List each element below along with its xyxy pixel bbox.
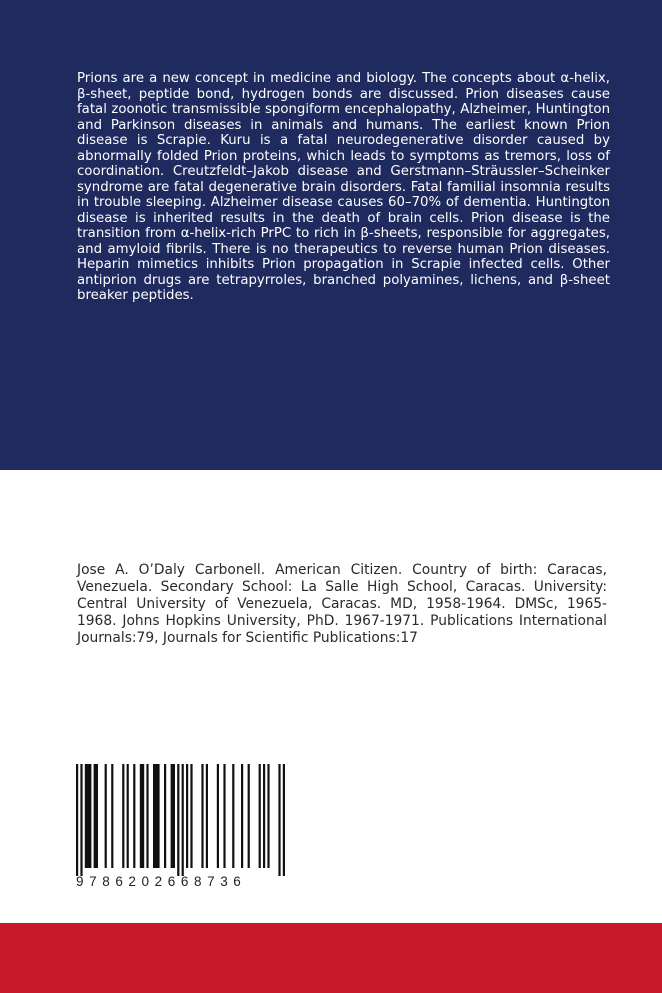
barcode-bar (127, 764, 129, 868)
barcode-bar (182, 764, 184, 876)
barcode-bar (164, 764, 166, 868)
book-abstract: Prions are a new concept in medicine and biology. The concepts about α-helix, β-sheet, peptide bond, hydrogen bonds are discussed. Prion diseases cause fatal zoonotic transmissible spongiform encephalopathy, Alzheimer, Huntington and Parkinson diseases in animals and humans. The earliest known Prion disease is Scrapie. Kuru is a fatal neurodegenerative disorder caused by abnormally folded Prion proteins, which leads to symptoms as tremors, loss of coordination. Creutzfeldt–Jakob disease and Gerstmann–Sträussler–Scheinker syndrome are fatal degenerative brain disorders. Fatal familial insomnia results in trouble sleeping. Alzheimer disease causes 60–70% of dementia. Huntington disease is inherited results in the death of brain cells. Prion disease is the transition from α-helix-rich PrPC to rich in β-sheets, responsible for aggregates, and amyloid fibrils. There is no therapeutics to reverse human Prion diseases. Heparin mimetics inhibits Prion propagation in Scrapie infected cells. Other antiprion drugs are tetrapyrroles, branched polyamines, lichens, and β-sheet breaker peptides. (77, 71, 610, 303)
barcode-bar (278, 764, 280, 876)
barcode-bar (146, 764, 148, 868)
barcode-bar (223, 764, 225, 868)
barcode-bar (140, 764, 144, 868)
barcode-bar (232, 764, 234, 868)
barcode-bar (177, 764, 179, 876)
barcode-bar (201, 764, 203, 868)
barcode-bar (76, 764, 78, 876)
barcode-bar (241, 764, 243, 868)
barcode-bar (171, 764, 175, 868)
barcode-bar (283, 764, 285, 876)
isbn-barcode (76, 764, 290, 894)
barcode-bar (248, 764, 250, 868)
barcode-bar (263, 764, 265, 868)
cover-top-panel (0, 0, 662, 470)
barcode-bar (94, 764, 98, 868)
barcode-bar (190, 764, 192, 868)
barcode-bar (105, 764, 107, 868)
barcode-bar (267, 764, 269, 868)
barcode-bar (133, 764, 135, 868)
barcode-bar (153, 764, 160, 868)
barcode-bar (186, 764, 188, 868)
barcode-bar (259, 764, 261, 868)
author-bio: Jose A. O’Daly Carbonell. American Citizen. Country of birth: Caracas, Venezuela. Secondary School: La Salle High School, Caracas. University: Central University of Venezuela, Caracas. MD, 1958-1964. DMSc, 1965-1968. Johns Hopkins University, PhD. 1967-1971. Publications International Journals:79, Journals for Scientific Publications:17 (77, 562, 607, 646)
cover-bottom-band (0, 923, 662, 993)
barcode-bar (122, 764, 124, 868)
barcode-bar (206, 764, 208, 868)
barcode-bars (76, 764, 290, 876)
barcode-bar (80, 764, 82, 876)
barcode-bar (111, 764, 113, 868)
barcode-bar (85, 764, 92, 868)
barcode-bar (217, 764, 219, 868)
barcode-digits: 9786202668736 (76, 874, 247, 889)
